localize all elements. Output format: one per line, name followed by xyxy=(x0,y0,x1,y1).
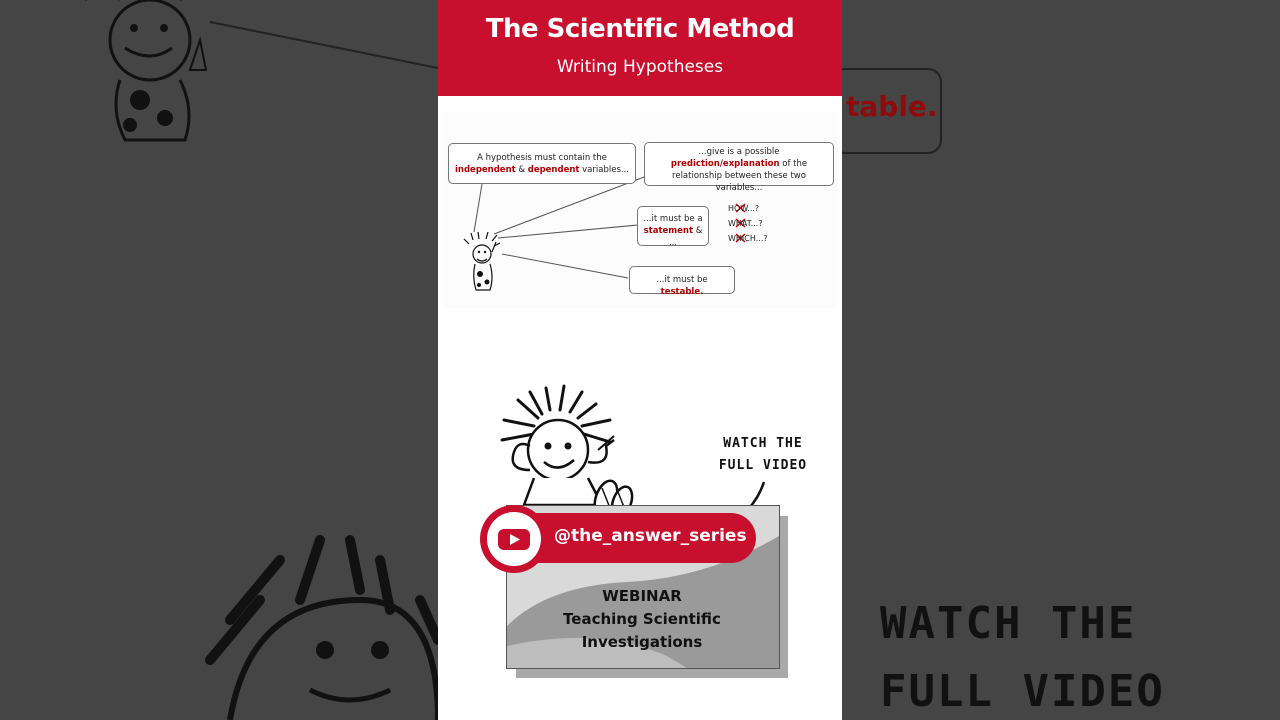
page-title: The Scientific Method xyxy=(485,14,795,44)
question-word-how: HOW...? xyxy=(728,204,760,213)
bubble-prediction xyxy=(644,142,834,193)
bubble-variables xyxy=(448,143,636,184)
watch-line1: WATCH THE xyxy=(723,436,803,451)
prediction-term: prediction/explanation xyxy=(670,159,780,169)
watch-line2: FULL VIDEO xyxy=(718,458,808,473)
hypothesis-diagram xyxy=(442,112,838,308)
bubble-variables-mid: & xyxy=(515,165,528,175)
background-watch-line2: FULL VIDEO xyxy=(880,666,1165,717)
webinar-title xyxy=(506,585,778,654)
question-word-what: WHAT...? xyxy=(728,219,763,228)
bubble-testable-pre: ...it must be xyxy=(656,275,708,285)
watch-full-video-label xyxy=(708,433,818,477)
bubble-statement-pre: ...it must be a xyxy=(643,214,703,224)
bubble-variables-post: variables... xyxy=(579,165,629,175)
statement-term: statement xyxy=(643,226,694,236)
webinar-topic-line2: Investigations xyxy=(581,633,703,651)
independent-term: independent xyxy=(455,165,516,175)
question-word-which: WHICH...? xyxy=(728,234,768,243)
dependent-term: dependent xyxy=(527,165,580,175)
background-cartoon-left xyxy=(0,0,438,720)
bubble-statement xyxy=(637,206,709,246)
bubble-prediction-pre: ...give is a possible xyxy=(698,147,780,157)
page-subtitle: Writing Hypotheses xyxy=(556,57,724,77)
video-frame xyxy=(438,0,842,720)
testable-term: testable. xyxy=(660,287,704,297)
webinar-topic-line1: Teaching Scientific xyxy=(563,610,721,628)
bubble-prediction-post: of the relationship between these two variables... xyxy=(672,159,808,193)
bubble-variables-text: A hypothesis must contain the xyxy=(477,153,607,163)
webinar-label: WEBINAR xyxy=(602,587,682,605)
background-left xyxy=(0,0,438,720)
channel-handle[interactable]: @the_answer_series xyxy=(554,526,747,546)
bubble-testable xyxy=(629,266,735,297)
bubble-statement-post: & ... xyxy=(668,226,703,248)
background-watch-line1: WATCH THE xyxy=(880,598,1137,649)
background-testable-text: table. xyxy=(846,90,938,123)
title-banner xyxy=(438,0,842,96)
